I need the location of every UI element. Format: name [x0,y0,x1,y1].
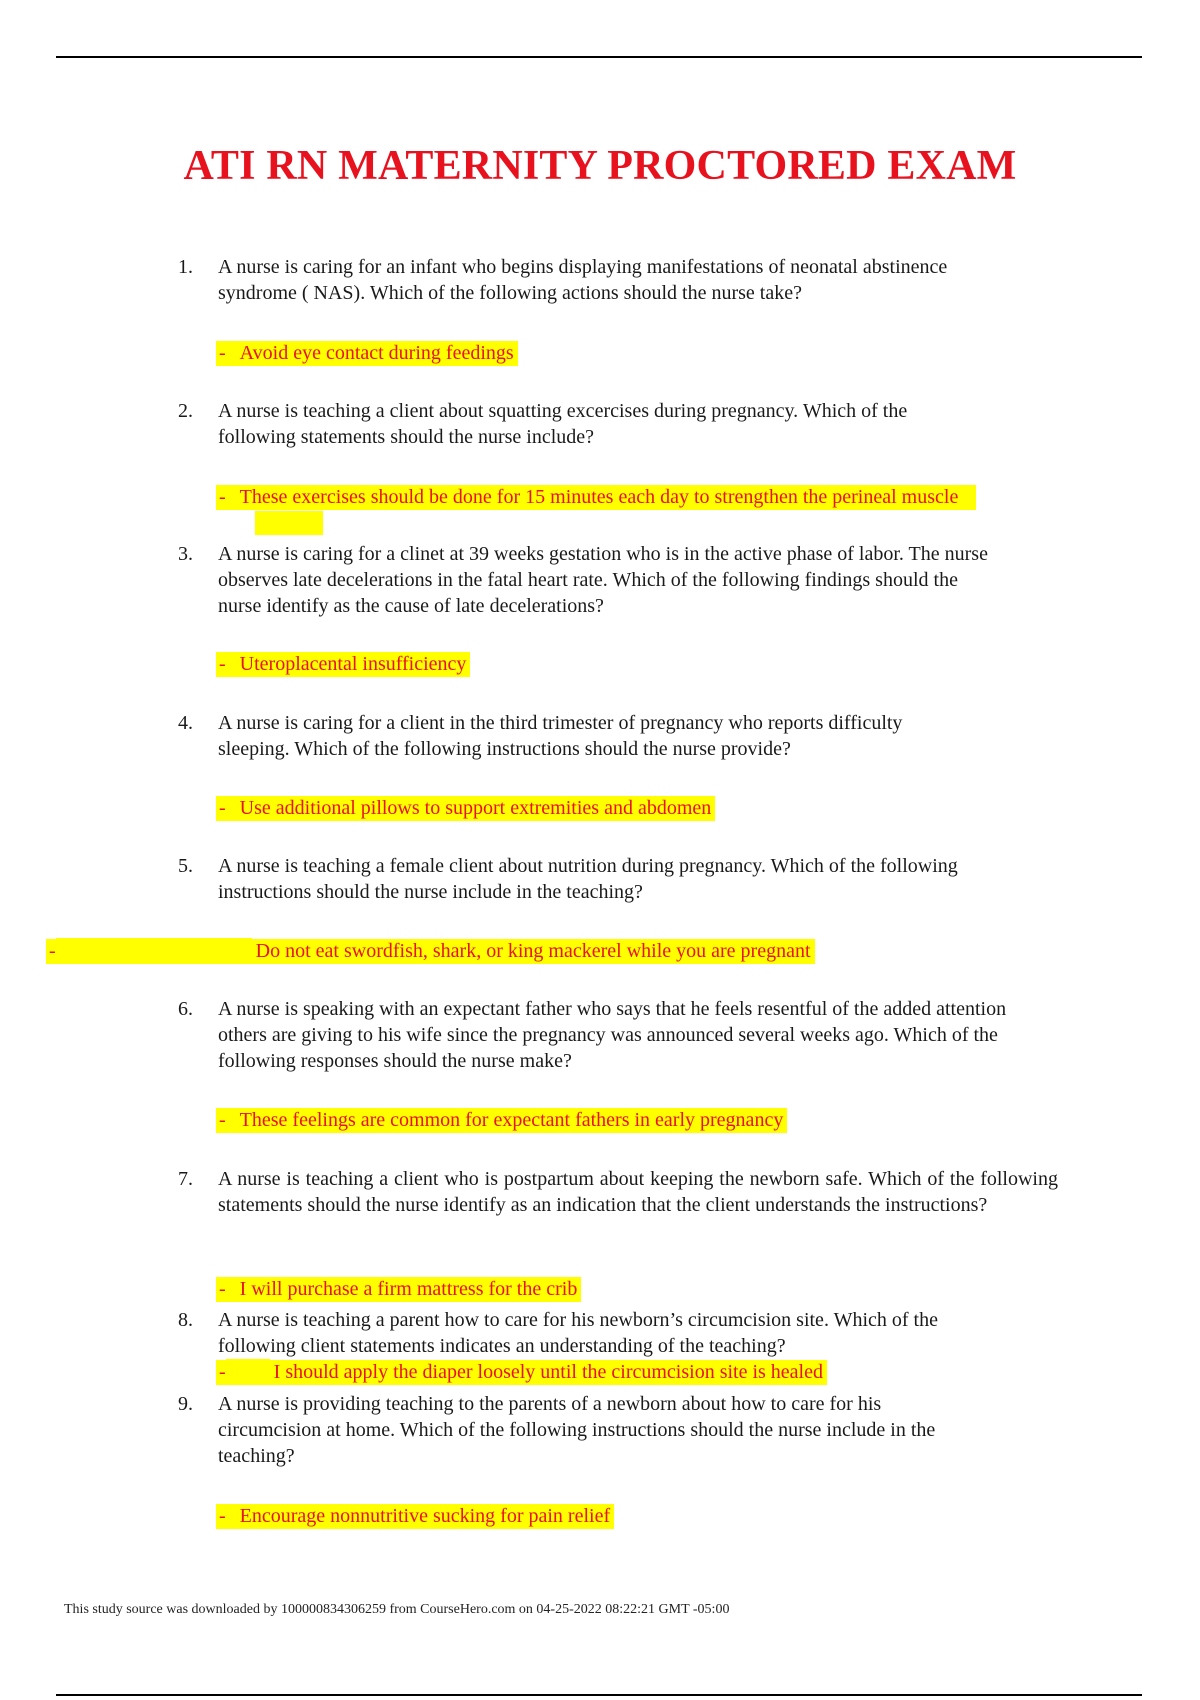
answer-7 [216,1276,581,1302]
answer-dash: - [216,1504,236,1529]
document-title: ATI RN MATERNITY PROCTORED EXAM [183,143,1017,189]
answer-6 [216,1107,787,1133]
answer-5 [46,938,815,964]
answer-4 [216,795,715,821]
answer-8 [216,1359,827,1385]
answer-dash: - [46,939,56,964]
question-number: 3. [178,543,193,565]
answer-dash: - [216,796,236,821]
question-text: A nurse is providing teaching to the parents of a newborn about how to care for his circumcision at home. Which of the following instructions should the nurse include in the teaching? [218,1393,936,1467]
answer-dash: - [216,1277,236,1302]
answer-text: Use additional pillows to support extremities and abdomen [236,796,716,821]
answer-dash: - [216,1108,236,1133]
answer-dash: - [216,485,236,510]
answer-2 [216,484,976,510]
question-text: A nurse is teaching a female client about nutrition during pregnancy. Which of the following instructions should the nurse include in the teaching? [218,855,958,903]
question-number: 6. [178,998,193,1020]
question-9 [178,1391,958,1469]
answer-dash: - [216,341,236,366]
question-5 [178,853,958,905]
answer-text: Avoid eye contact during feedings [236,341,518,366]
answer-dash: - [216,1360,226,1385]
top-rule [56,56,1142,58]
question-text: A nurse is teaching a client who is postpartum about keeping the newborn safe. Which of the following statements should the nurse identify as an indication that the client understands the instructions? [218,1168,1058,1216]
question-text: A nurse is teaching a client about squatting excercises during pregnancy. Which of the following statements should the nurse include? [218,400,908,448]
question-number: 8. [178,1309,193,1331]
question-7 [178,1166,1058,1218]
highlight-tail [255,511,323,535]
bottom-rule [56,1694,1142,1696]
question-number: 1. [178,256,193,278]
question-number: 9. [178,1393,193,1415]
question-text: A nurse is caring for a client in the third trimester of pregnancy who reports difficulty sleeping. Which of the following instructions should the nurse provide? [218,712,903,760]
question-number: 2. [178,400,193,422]
answer-9 [216,1503,614,1529]
answer-text: I will purchase a firm mattress for the crib [236,1277,582,1302]
answer-dash: - [216,652,236,677]
answer-text: These feelings are common for expectant fathers in early pregnancy [236,1108,788,1133]
question-number: 7. [178,1168,193,1190]
answer-1 [216,340,518,366]
answer-text: These exercises should be done for 15 minutes each day to strengthen the perineal muscle [236,485,977,510]
question-1 [178,254,958,306]
question-4 [178,710,958,762]
question-2 [178,398,958,450]
question-3 [178,541,998,619]
question-number: 4. [178,712,193,734]
answer-text: Uteroplacental insufficiency [236,652,471,677]
question-number: 5. [178,855,193,877]
question-text: A nurse is caring for a clinet at 39 weeks gestation who is in the active phase of labor. The nurse observes late decelerations in the fatal heart rate. Which of the following findings should the nurse identify as the cause of late decelerations? [218,543,988,617]
question-6 [178,996,1038,1074]
question-8 [178,1307,998,1359]
question-text: A nurse is teaching a parent how to care for his newborn’s circumcision site. Which of the following client statements indicates an understanding of the teaching? [218,1309,938,1357]
question-text: A nurse is caring for an infant who begins displaying manifestations of neonatal abstinence syndrome ( NAS). Which of the following actions should the nurse take? [218,256,948,304]
download-footer: This study source was downloaded by 100000834306259 from CourseHero.com on 04-25-2022 08:22:21 GMT -05:00 [64,1602,730,1617]
answer-3 [216,651,470,677]
question-text: A nurse is speaking with an expectant father who says that he feels resentful of the added attention others are giving to his wife since the pregnancy was announced several weeks ago. Which of the following responses should the nurse make? [218,998,1007,1072]
answer-text: Encourage nonnutritive sucking for pain relief [236,1504,614,1529]
answer-text: I should apply the diaper loosely until the circumcision site is healed [270,1360,827,1385]
answer-text: Do not eat swordfish, shark, or king mackerel while you are pregnant [252,939,815,964]
